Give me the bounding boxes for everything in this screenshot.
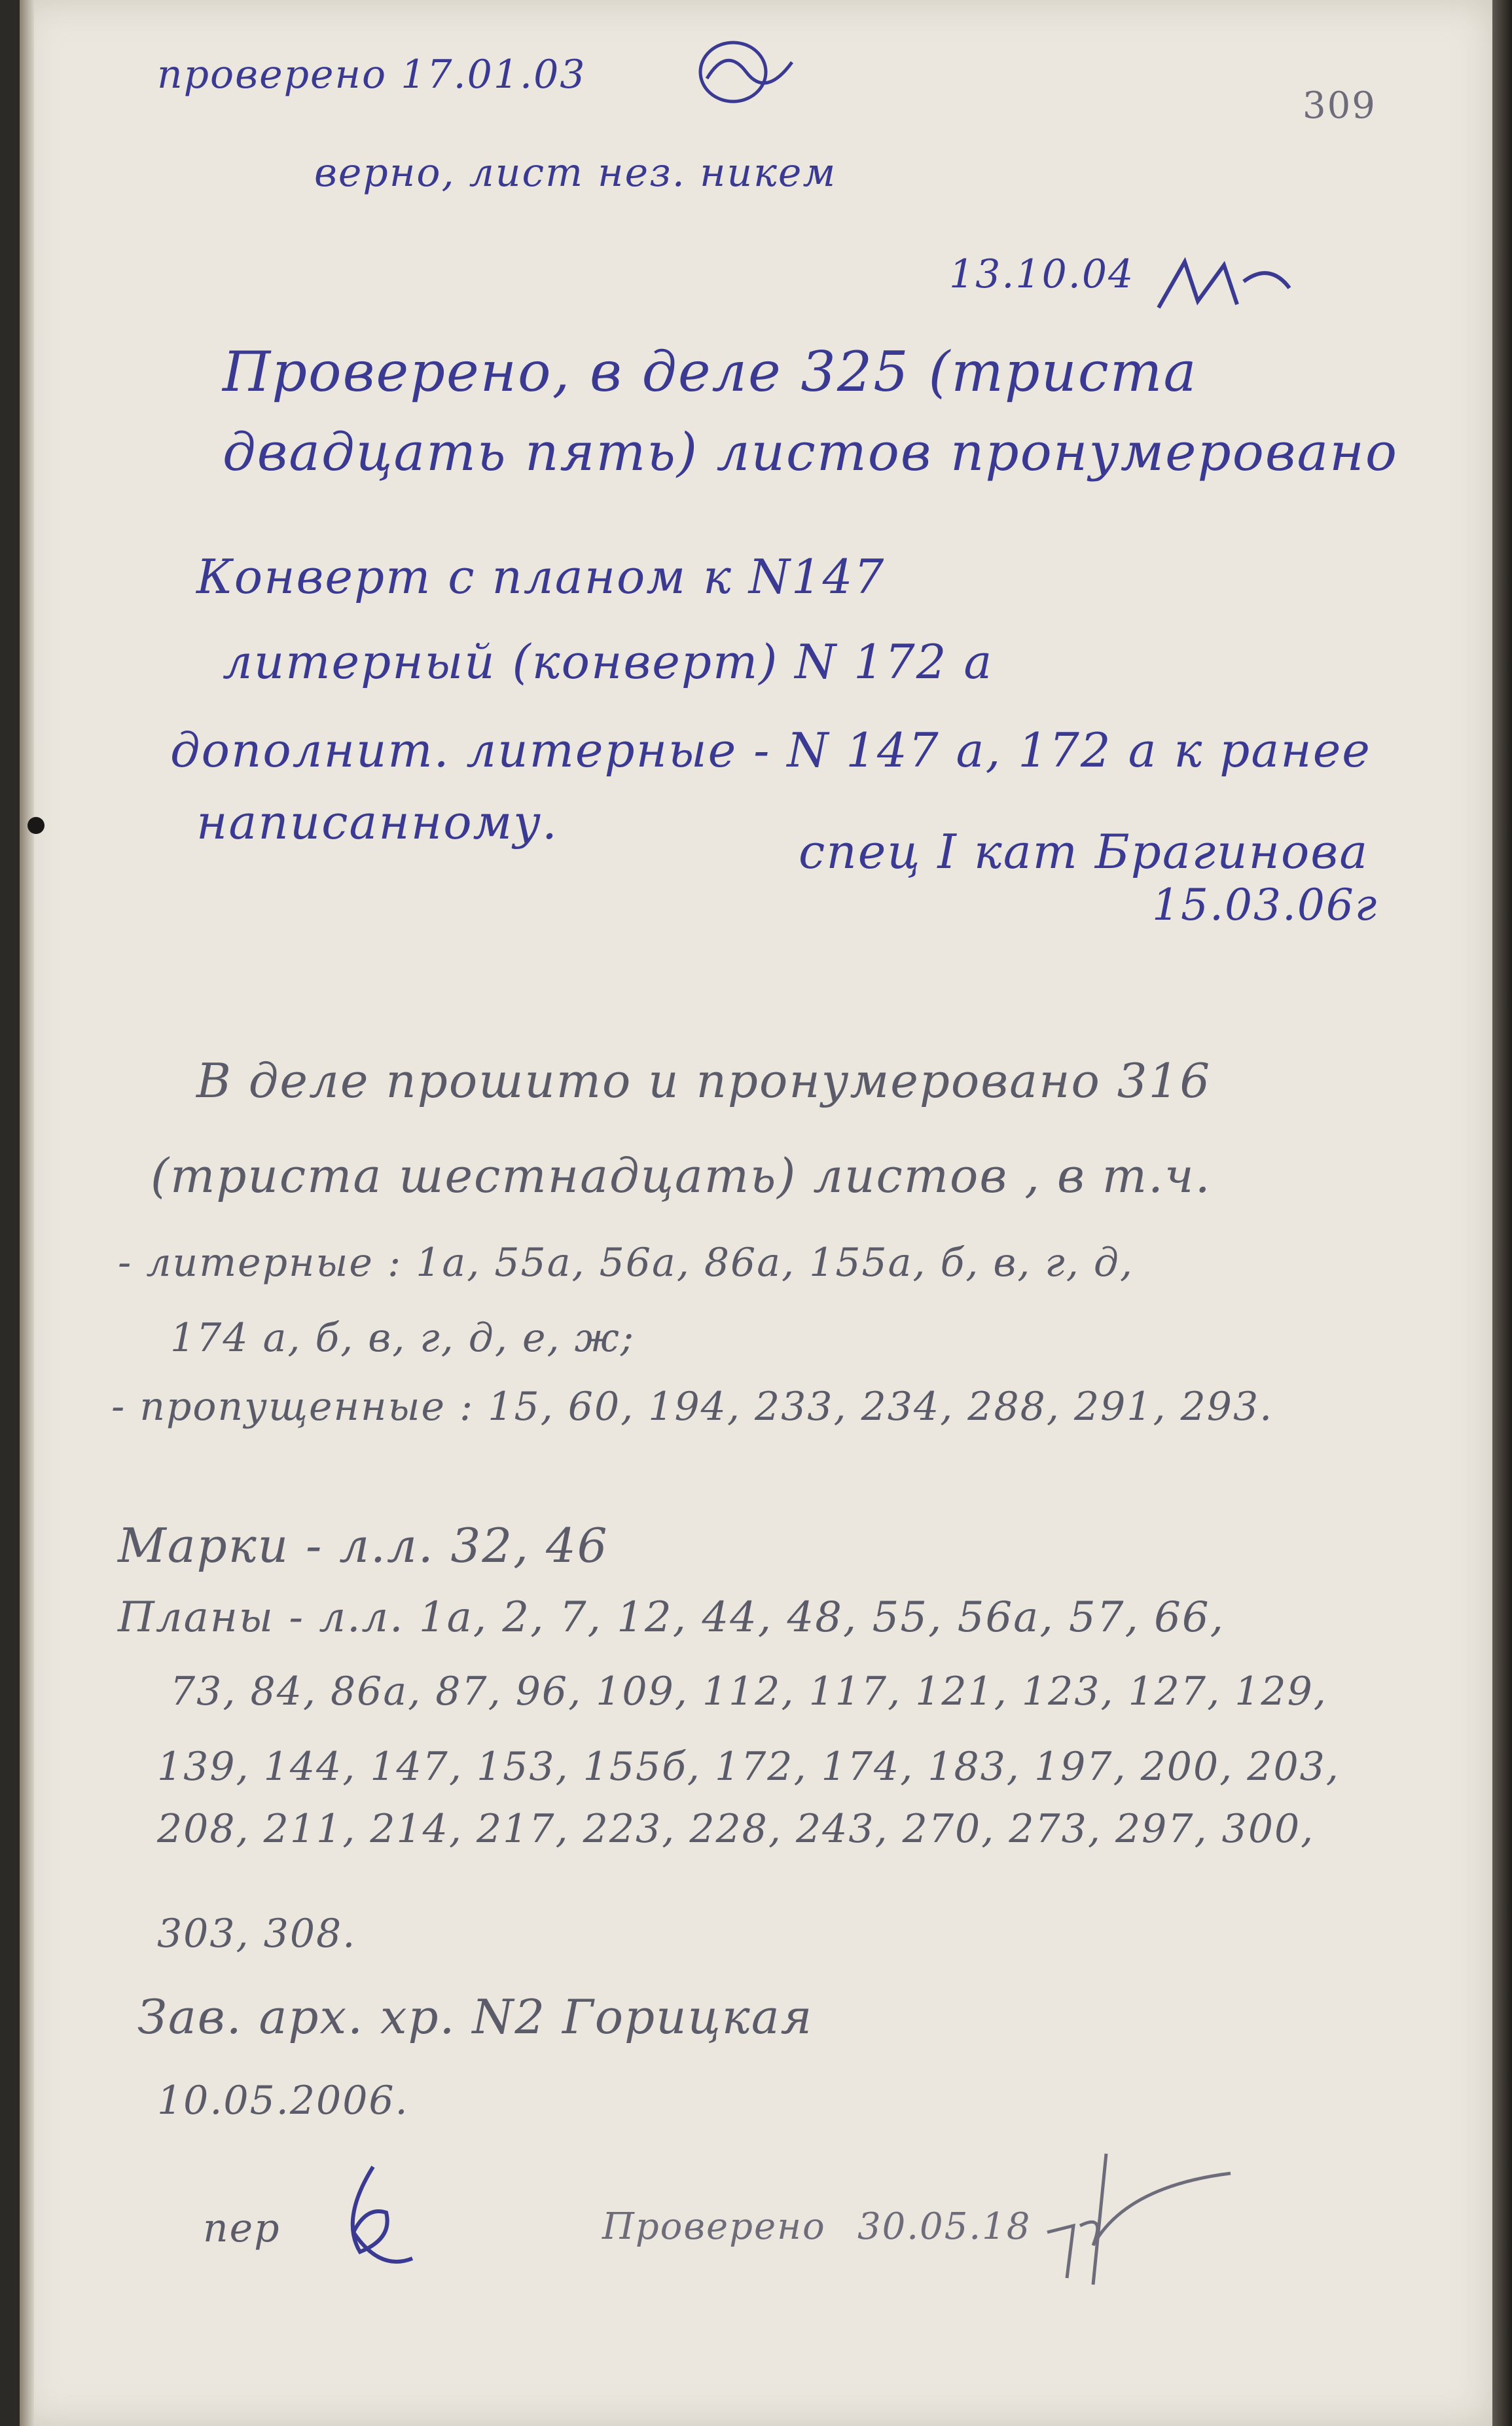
faithful-note: верно, лист нез. никем: [314, 150, 837, 196]
additional-letters-line: дополнит. литерные - N 147 а, 172 а к ранее: [170, 723, 1371, 778]
footer-prefix: пер: [203, 2205, 281, 2251]
plans-line-1: Планы - л.л. 1а, 2, 7, 12, 44, 48, 55, 56а, 57, 66,: [118, 1593, 1225, 1642]
plans-line-4: 208, 211, 214, 217, 223, 228, 243, 270, 273, 297, 300,: [157, 1806, 1315, 1852]
plans-line-2: 73, 84, 86а, 87, 96, 109, 112, 117, 121, 123, 127, 129,: [170, 1669, 1327, 1714]
letter-envelope-line: литерный (конверт) N 172 а: [223, 634, 994, 689]
envelope-note-line: Конверт с планом к N147: [196, 549, 886, 604]
count-note-line-2: двадцать пять) листов пронумеровано: [223, 422, 1399, 482]
sewn-count-line-1: В деле прошито и пронумеровано 316: [196, 1053, 1212, 1108]
stamps-line: Марки - л.л. 32, 46: [118, 1518, 609, 1573]
faithful-date: 13.10.04: [949, 251, 1135, 297]
page-edge-shadow: [1492, 0, 1512, 2426]
initials-signature-icon: [681, 26, 812, 111]
signer-line: спец I кат Брагинова: [799, 824, 1369, 879]
count-note-line-1: Проверено, в деле 325 (триста: [223, 340, 1198, 404]
footer-signature-icon: [314, 2160, 432, 2291]
signature-icon: [1152, 249, 1296, 321]
sewn-count-line-2: (триста шестнадцать) листов , в т.ч.: [151, 1148, 1212, 1203]
checked-note: проверено 17.01.03: [157, 52, 586, 98]
archive-head-line: Зав. арх. хр. N2 Горицкая: [137, 1989, 814, 2044]
binding-edge: [20, 0, 34, 2426]
written-earlier-line: написанному.: [196, 795, 558, 850]
plans-line-3: 139, 144, 147, 153, 155б, 172, 174, 183, 197, 200, 203,: [157, 1744, 1340, 1790]
page-number: 309: [1303, 84, 1377, 127]
letter-sheets-line-1: - литерные : 1а, 55а, 56а, 86а, 155а, б, в, г, д,: [118, 1240, 1134, 1286]
footer-date: 30.05.18: [857, 2205, 1032, 2248]
footer-checked: Проверено: [602, 2205, 826, 2248]
archive-head-date: 10.05.2006.: [157, 2078, 409, 2124]
footer-final-signature-icon: [1034, 2134, 1244, 2291]
signer-date: 15.03.06г: [1152, 880, 1378, 930]
plans-line-5: 303, 308.: [157, 1911, 357, 1957]
missed-sheets-line: - пропущенные : 15, 60, 194, 233, 234, 288, 291, 293.: [111, 1384, 1274, 1430]
binding-hole: [27, 817, 45, 834]
letter-sheets-line-2: 174 а, б, в, г, д, е, ж;: [170, 1315, 636, 1361]
